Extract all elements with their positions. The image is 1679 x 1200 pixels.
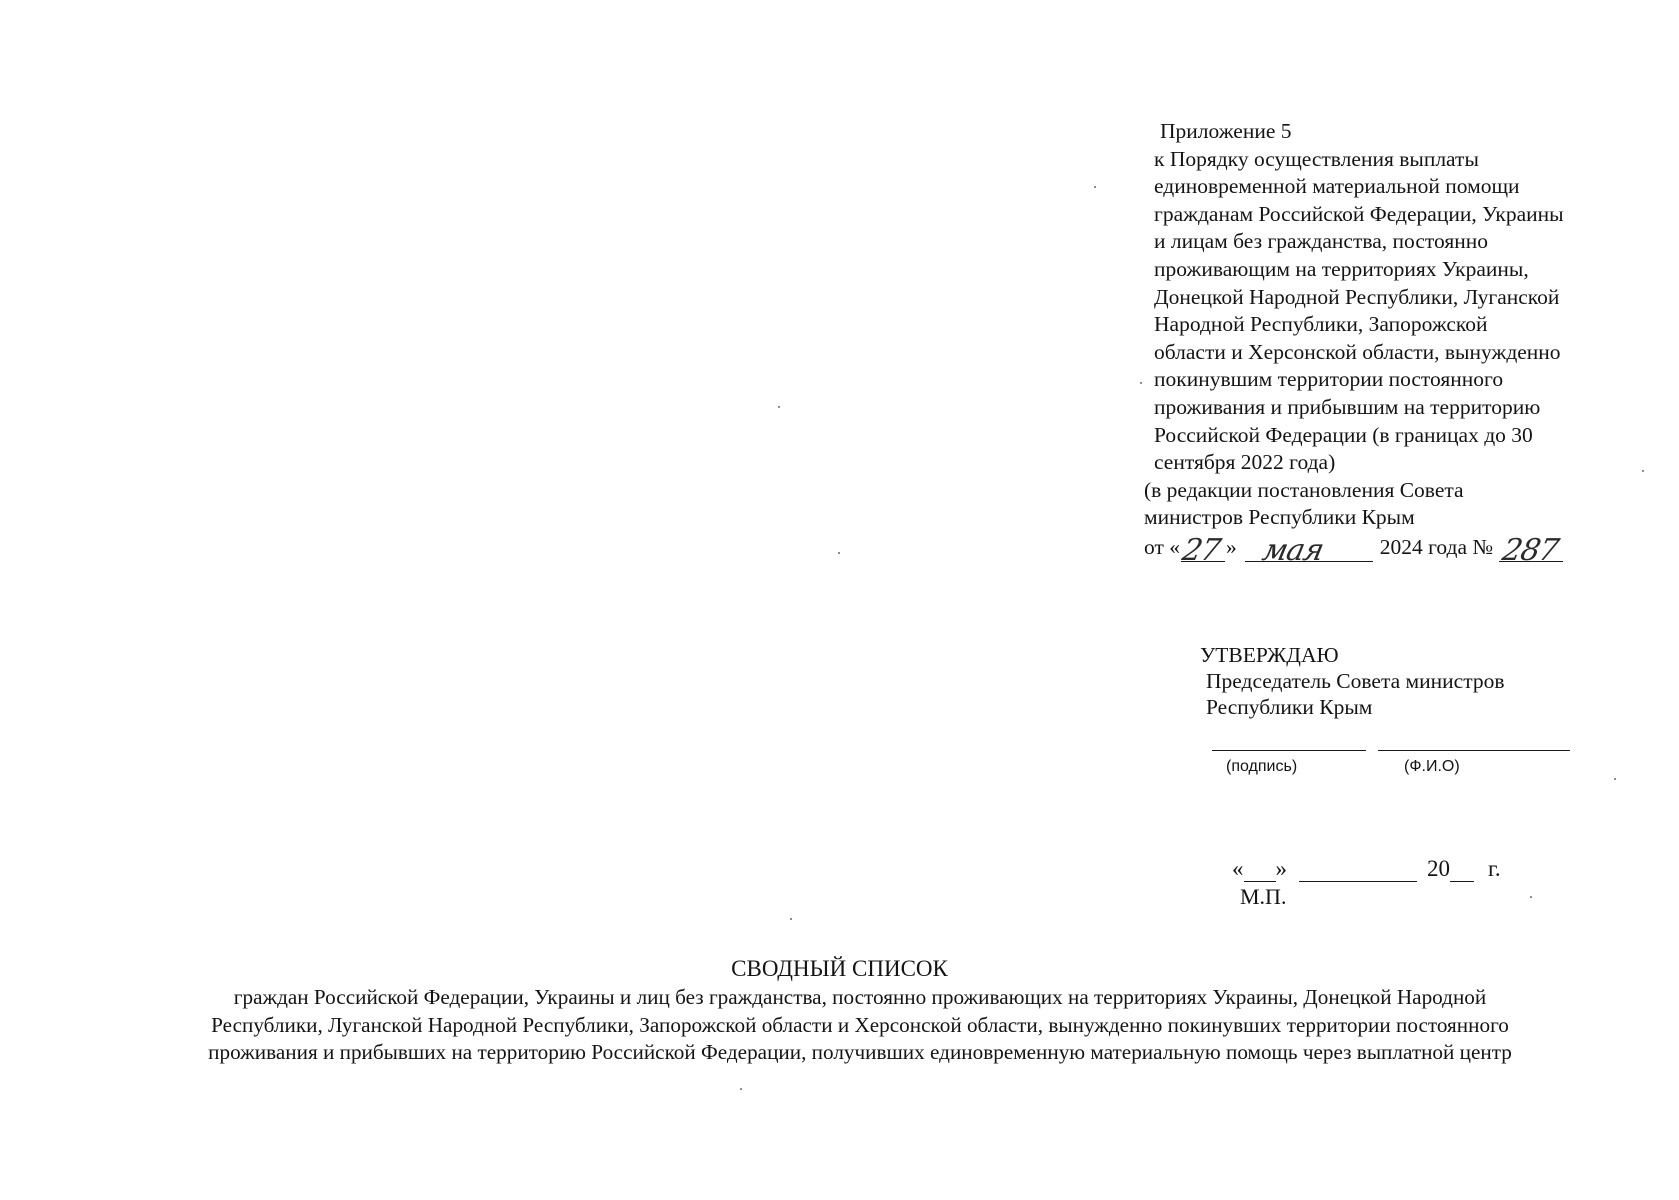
appendix-line: к Порядку осуществления выплаты — [1154, 146, 1479, 171]
signature-fields — [1212, 750, 1570, 790]
handwritten-month: мая — [1259, 533, 1327, 569]
description-line: проживания и прибывших на территорию Российской Федерации, получивших единовременную материальную помощь через выплатной центр — [208, 1040, 1512, 1064]
appendix-line: Российской Федерации (в границах до 30 — [1154, 422, 1533, 447]
year-prefix: 20 — [1427, 856, 1450, 881]
number-blank — [1499, 533, 1563, 569]
appendix-title: Приложение 5 — [1160, 119, 1292, 143]
scan-speck — [1530, 896, 1532, 898]
resolution-date-row — [1144, 532, 1624, 569]
appendix-line: Народной Республики, Запорожской — [1154, 312, 1488, 337]
scan-speck — [1140, 382, 1142, 384]
scan-speck — [790, 918, 792, 920]
name-caption: (Ф.И.О) — [1404, 758, 1460, 775]
scan-speck — [1642, 470, 1644, 472]
month-line — [1299, 859, 1417, 882]
approval-date — [1232, 856, 1501, 882]
document-title: СВОДНЫЙ СПИСОК — [731, 956, 948, 981]
appendix-line: сентября 2022 года) — [1154, 450, 1336, 475]
day-line — [1244, 859, 1276, 882]
handwritten-number: 287 — [1499, 533, 1561, 569]
appendix-block — [1144, 118, 1624, 569]
appendix-line: гражданам Российской Федерации, Украины — [1154, 201, 1564, 226]
scan-speck — [1094, 186, 1096, 188]
description-line: граждан Российской Федерации, Украины и лиц без гражданства, постоянно проживающих на территориях Украины, Донецкой Народной — [233, 985, 1487, 1009]
approver-position: Председатель Совета министров — [1206, 669, 1505, 693]
scan-speck — [1614, 778, 1616, 780]
name-line — [1378, 750, 1570, 751]
approve-word: УТВЕРЖДАЮ — [1200, 643, 1339, 667]
appendix-line: Донецкой Народной Республики, Луганской — [1154, 284, 1560, 309]
date-open-quote: « — [1232, 856, 1244, 881]
appendix-line: покинувшим территории постоянного — [1154, 367, 1504, 392]
edition-line: министров Республики Крым — [1144, 505, 1415, 530]
year-text: 2024 года № — [1379, 535, 1493, 560]
signature-line — [1212, 750, 1366, 751]
date-close-quote: » — [1275, 856, 1287, 881]
approver-position: Республики Крым — [1206, 695, 1373, 719]
stamp-label: М.П. — [1240, 884, 1287, 909]
year-suffix: г. — [1488, 856, 1501, 881]
description-line: Республики, Луганской Народной Республики, Запорожской области и Херсонской области, вынужденно покинувших территории постоянного — [211, 1012, 1509, 1037]
approval-block — [1200, 642, 1505, 720]
appendix-line: единовременной материальной помощи — [1154, 174, 1520, 199]
date-close-quote: » — [1226, 535, 1237, 560]
scan-speck — [740, 1088, 742, 1090]
scan-speck — [778, 406, 780, 408]
title-description — [110, 984, 1610, 1067]
appendix-line: проживания и прибывшим на территорию — [1154, 394, 1541, 419]
scan-speck — [838, 552, 840, 554]
edition-line: (в редакции постановления Совета — [1144, 477, 1464, 502]
appendix-line: и лицам без гражданства, постоянно — [1154, 229, 1488, 254]
year-line — [1450, 859, 1474, 882]
handwritten-day: 27 — [1179, 533, 1223, 569]
appendix-line: области и Херсонской области, вынужденно — [1154, 339, 1561, 364]
appendix-line: проживающим на территориях Украины, — [1154, 256, 1529, 281]
month-blank — [1245, 533, 1373, 569]
date-prefix: от « — [1144, 535, 1180, 560]
signature-caption: (подпись) — [1226, 758, 1298, 775]
day-blank — [1179, 533, 1225, 569]
